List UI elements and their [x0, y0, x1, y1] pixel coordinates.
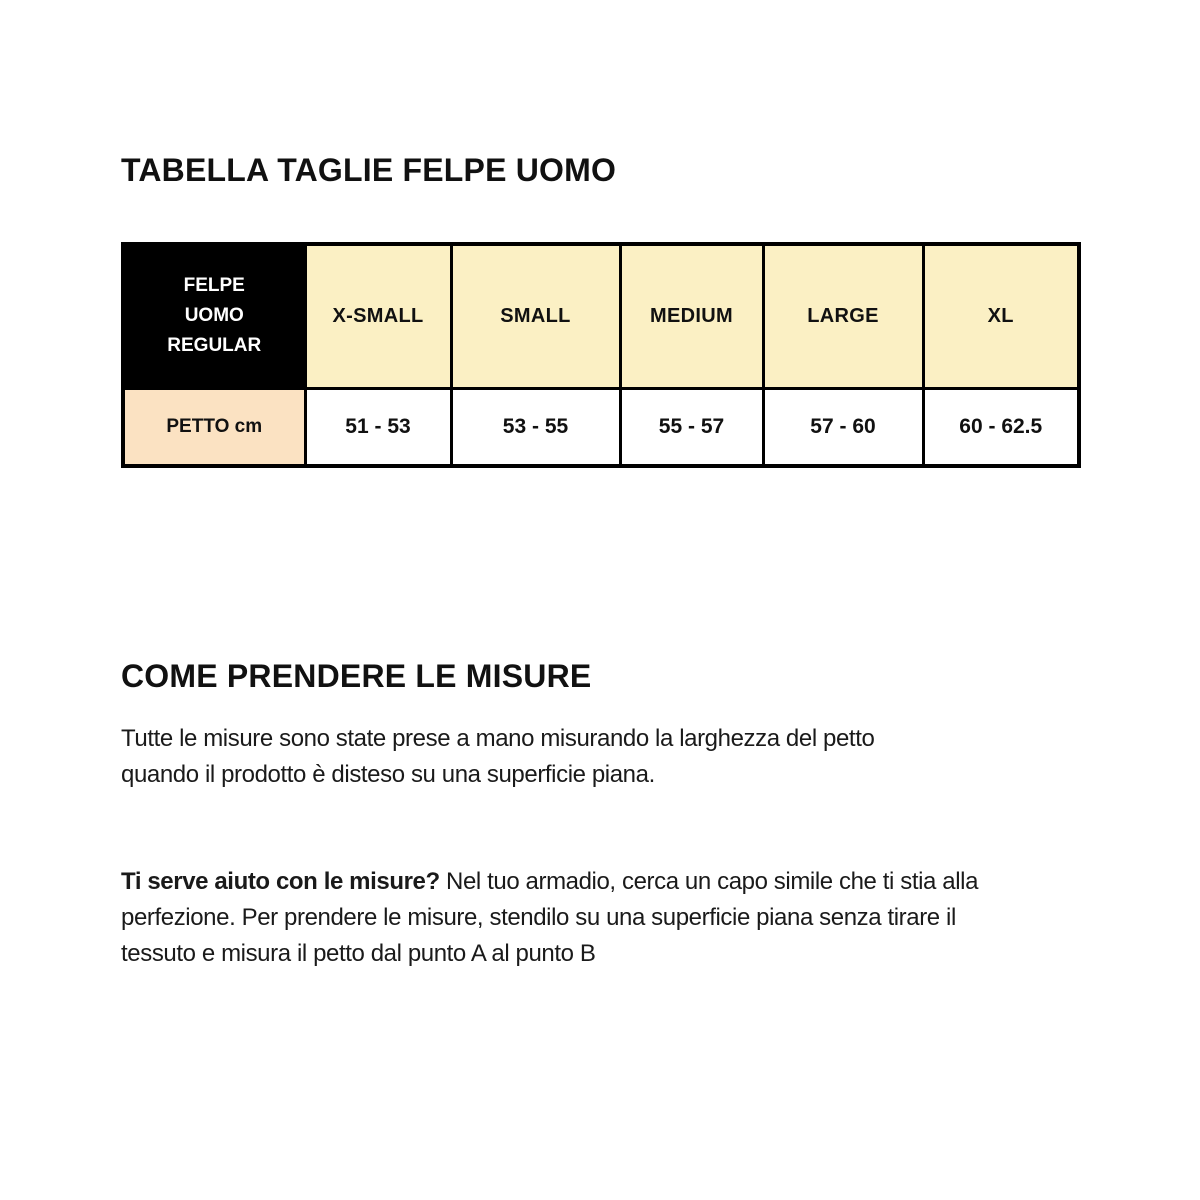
help-line: [121, 864, 978, 900]
measure-value-large: 57 - 60: [763, 388, 923, 466]
help-line: perfezione. Per prendere le misure, stendilo su una superficie piana senza tirare il: [121, 904, 956, 931]
corner-label-line: FELPE: [183, 275, 245, 297]
measure-intro-paragraph: [121, 721, 874, 793]
size-column-header-large: LARGE: [763, 244, 923, 388]
corner-label-line: UOMO: [184, 305, 244, 327]
help-line-rest: Nel tuo armadio, cerca un capo simile che ti stia alla: [439, 868, 979, 895]
help-bold-lead: Ti serve aiuto con le misure?: [121, 868, 440, 895]
measure-value-xl: 60 - 62.5: [923, 388, 1079, 466]
measure-value-xsmall: 51 - 53: [305, 388, 451, 466]
table-header-row: [123, 244, 1079, 388]
size-column-header-xl: XL: [923, 244, 1079, 388]
measure-value-small: 53 - 55: [451, 388, 620, 466]
corner-label-line: REGULAR: [167, 335, 262, 357]
size-table-title: TABELLA TAGLIE FELPE UOMO: [121, 152, 617, 188]
size-column-header-xsmall: X-SMALL: [305, 244, 451, 388]
measure-help-paragraph: [121, 864, 978, 972]
measure-row-label: PETTO cm: [123, 388, 305, 466]
help-line: tessuto e misura il petto dal punto A al punto B: [121, 940, 596, 967]
measure-section-title: COME PRENDERE LE MISURE: [121, 658, 592, 694]
size-table: [121, 242, 1081, 468]
intro-line: quando il prodotto è disteso su una superficie piana.: [121, 761, 655, 788]
corner-header-cell: [123, 244, 305, 388]
intro-line: Tutte le misure sono state prese a mano misurando la larghezza del petto: [121, 725, 875, 752]
size-column-header-small: SMALL: [451, 244, 620, 388]
measure-value-medium: 55 - 57: [620, 388, 763, 466]
size-column-header-medium: MEDIUM: [620, 244, 763, 388]
chest-measure-row: [123, 388, 1079, 466]
